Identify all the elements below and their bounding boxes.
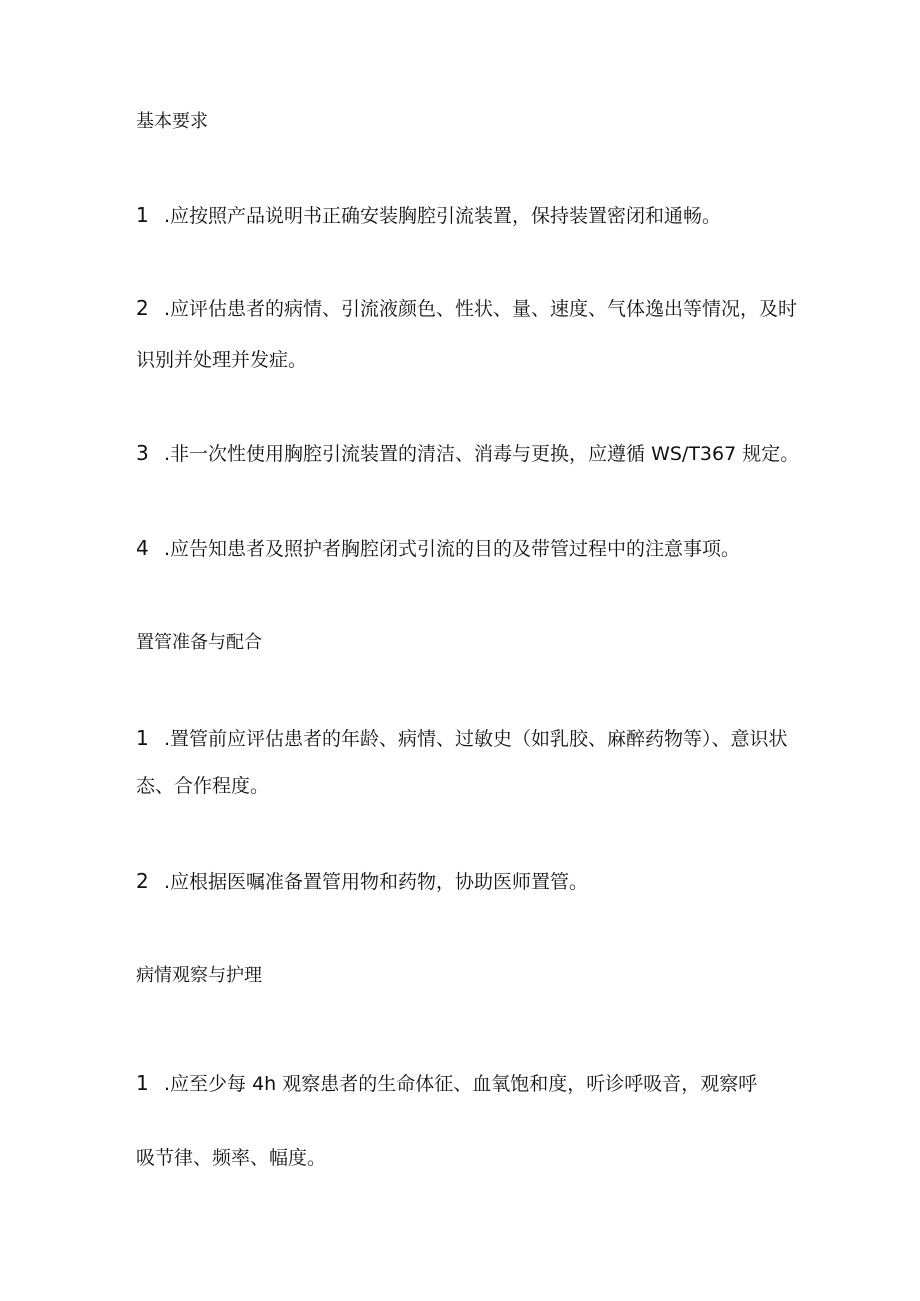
- item-text-continuation: 态、合作程度。: [136, 775, 270, 797]
- item-number: 3: [136, 441, 149, 465]
- item-text: .应评估患者的病情、引流液颜色、性状、量、速度、气体逸出等情况，及时: [164, 298, 798, 320]
- list-item: [136, 203, 721, 227]
- section-heading-basic-requirements: 基本要求: [136, 111, 208, 132]
- item-number: 1: [136, 726, 149, 750]
- section-heading-observation-care: 病情观察与护理: [136, 965, 262, 986]
- list-item: [136, 441, 799, 465]
- item-number: 2: [136, 296, 149, 320]
- item-number: 2: [136, 869, 149, 893]
- list-item: [136, 869, 588, 893]
- item-number: 1: [136, 1071, 149, 1095]
- list-item: [136, 296, 797, 320]
- item-text-continuation: 吸节律、频率、幅度。: [136, 1147, 327, 1169]
- item-text: .应根据医嘱准备置管用物和药物，协助医师置管。: [164, 871, 589, 893]
- item-number: 4: [136, 536, 149, 560]
- item-text: .非一次性使用胸腔引流装置的清洁、消毒与更换，应遵循 WS/T367 规定。: [164, 443, 800, 465]
- item-text: .应至少每 4h 观察患者的生命体征、血氧饱和度，听诊呼吸音，观察呼: [164, 1073, 758, 1095]
- list-item: [136, 1071, 757, 1095]
- item-text-continuation: 识别并处理并发症。: [136, 349, 308, 371]
- section-heading-tube-preparation: 置管准备与配合: [136, 632, 262, 653]
- list-item: [136, 726, 788, 750]
- item-text: .应告知患者及照护者胸腔闭式引流的目的及带管过程中的注意事项。: [164, 538, 741, 560]
- item-number: 1: [136, 203, 149, 227]
- list-item: [136, 536, 740, 560]
- item-text: .应按照产品说明书正确安装胸腔引流装置，保持装置密闭和通畅。: [164, 205, 722, 227]
- item-text: .置管前应评估患者的年龄、病情、过敏史（如乳胶、麻醉药物等）、意识状: [164, 728, 788, 750]
